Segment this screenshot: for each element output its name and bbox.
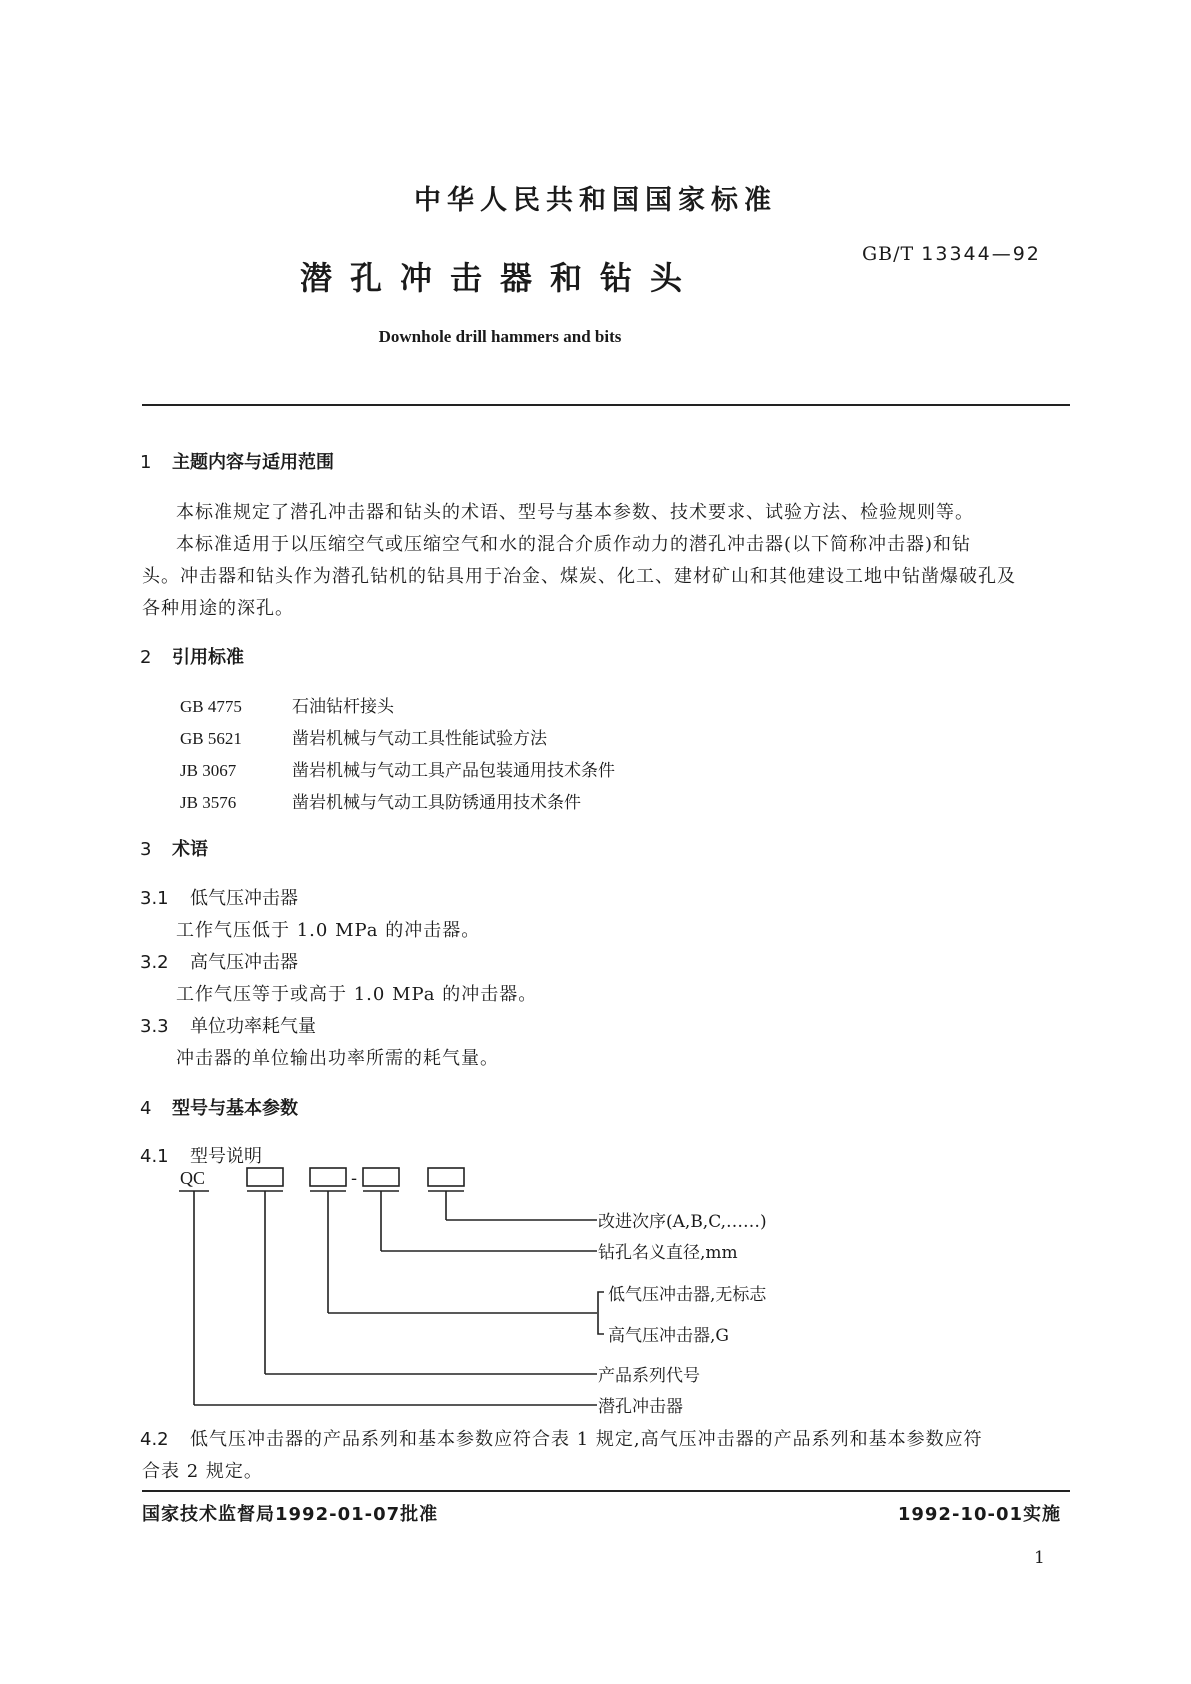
model-slot-box (310, 1168, 346, 1186)
subsection-4-2-text: 低气压冲击器的产品系列和基本参数应符合表 1 规定,高气压冲击器的产品系列和基本参数应符 (190, 1429, 983, 1450)
model-slot-box (428, 1168, 464, 1186)
reference-code: GB 5621 (180, 729, 242, 748)
section-1-para-1: 本标准规定了潜孔冲击器和钻头的术语、型号与基本参数、技术要求、试验方法、检验规则等。 (176, 502, 974, 523)
term-name: 低气压冲击器 (190, 888, 298, 909)
subsection-4-1-title: 型号说明 (190, 1146, 262, 1167)
standard-code-prefix: GB/T (862, 243, 915, 265)
label-downhole-hammer: 潜孔冲击器 (598, 1397, 683, 1417)
label-high-pressure: 高气压冲击器,G (608, 1326, 729, 1346)
term-definition: 工作气压等于或高于 1.0 MPa 的冲击器。 (176, 984, 538, 1005)
section-1-para-2-line-3: 各种用途的深孔。 (142, 598, 294, 619)
section-2-number: 2 (140, 647, 152, 668)
subsection-4-2-number: 4.2 (140, 1429, 169, 1450)
model-prefix: QC (180, 1168, 206, 1188)
approval-date: 国家技术监督局1992-01-07批准 (142, 1504, 439, 1525)
model-dash: - (351, 1168, 358, 1189)
document-title-english: Downhole drill hammers and bits (378, 327, 622, 346)
implementation-date: 1992-10-01实施 (897, 1504, 1061, 1525)
model-slot-box (247, 1168, 283, 1186)
section-1-title: 主题内容与适用范围 (172, 452, 334, 473)
section-2-title: 引用标准 (172, 647, 244, 668)
standard-code-number: 13344—92 (921, 243, 1041, 265)
model-slot-box (363, 1168, 399, 1186)
reference-title: 凿岩机械与气动工具产品包装通用技术条件 (292, 761, 615, 781)
label-improvement-order: 改进次序(A,B,C,……) (598, 1212, 767, 1232)
footer-divider (142, 1490, 1070, 1492)
subsection-4-1-number: 4.1 (140, 1146, 169, 1167)
section-3-number: 3 (140, 839, 152, 860)
label-series-code: 产品系列代号 (598, 1366, 700, 1386)
section-4-number: 4 (140, 1098, 152, 1119)
page-number: 1 (1034, 1548, 1045, 1568)
bracket-icon (598, 1292, 604, 1334)
label-low-pressure: 低气压冲击器,无标志 (608, 1285, 767, 1305)
subsection-4-2-line-2: 合表 2 规定。 (142, 1461, 263, 1482)
term-number: 3.2 (140, 952, 169, 973)
section-1-para-2-line-2: 头。冲击器和钻头作为潜孔钻机的钻具用于冶金、煤炭、化工、建材矿山和其他建设工地中钻凿爆破孔及 (142, 566, 1016, 587)
term-number: 3.1 (140, 888, 169, 909)
reference-title: 石油钻杆接头 (292, 697, 394, 717)
section-1-number: 1 (140, 452, 152, 473)
term-name: 单位功率耗气量 (190, 1016, 316, 1037)
reference-title: 凿岩机械与气动工具性能试验方法 (292, 729, 547, 749)
document-title: 潜孔冲击器和钻头 (299, 259, 700, 297)
reference-title: 凿岩机械与气动工具防锈通用技术条件 (292, 793, 581, 813)
label-drill-diameter: 钻孔名义直径,mm (598, 1243, 738, 1263)
section-1-para-2-line-1: 本标准适用于以压缩空气或压缩空气和水的混合介质作动力的潜孔冲击器(以下简称冲击器)和钻 (176, 534, 972, 555)
subsection-4-2-line-1 (140, 1425, 983, 1451)
section-3-title: 术语 (172, 839, 208, 860)
national-standard-heading: 中华人民共和国国家标准 (414, 185, 777, 216)
term-definition: 工作气压低于 1.0 MPa 的冲击器。 (176, 920, 481, 941)
term-number: 3.3 (140, 1016, 169, 1037)
term-definition: 冲击器的单位输出功率所需的耗气量。 (176, 1048, 499, 1069)
term-name: 高气压冲击器 (190, 952, 298, 973)
reference-code: JB 3576 (180, 793, 237, 812)
reference-code: JB 3067 (180, 761, 237, 780)
section-4-title: 型号与基本参数 (172, 1098, 298, 1119)
reference-code: GB 4775 (180, 697, 242, 716)
